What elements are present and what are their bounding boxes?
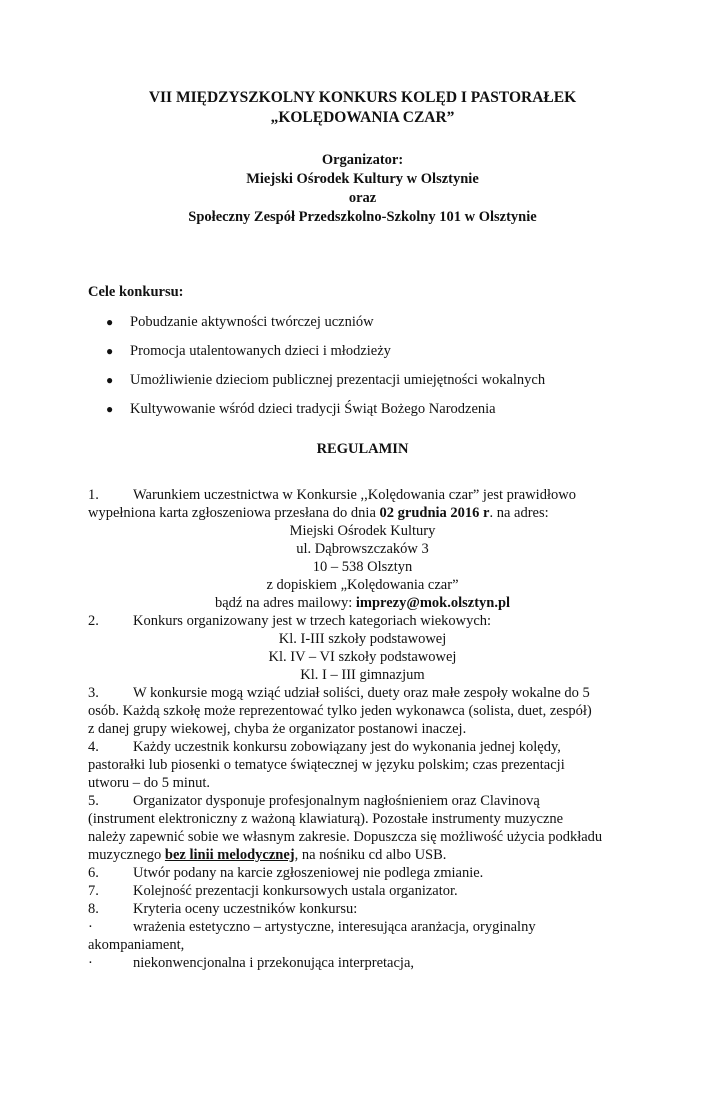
bullet-icon: ● bbox=[106, 315, 114, 329]
regulamin-heading: REGULAMIN bbox=[316, 441, 409, 457]
dot-bullet-icon: · bbox=[88, 955, 93, 971]
address-line: ul. Dąbrowszczaków 3 bbox=[296, 541, 429, 557]
rule-number: 6. bbox=[88, 865, 99, 881]
goals-heading: Cele konkursu: bbox=[88, 284, 184, 300]
goals-list bbox=[88, 312, 637, 419]
rule-number: 4. bbox=[88, 739, 99, 755]
criterion-1-line-2: akompaniament, bbox=[88, 937, 185, 953]
rule-1-cont: wypełniona karta zgłoszeniowa przesłana do dnia 02 grudnia 2016 r. na adres: bbox=[88, 505, 549, 521]
rule-number: 8. bbox=[88, 901, 99, 917]
rule-number: 1. bbox=[88, 487, 99, 503]
rule-5: 5. Organizator dysponuje profesjonalnym nagłośnieniem oraz Clavinovą bbox=[88, 793, 540, 809]
category-line: Kl. I – III gimnazjum bbox=[300, 667, 425, 683]
category-line: Kl. I-III szkoły podstawowej bbox=[278, 631, 447, 647]
deadline-date: 02 grudnia 2016 r bbox=[379, 505, 490, 521]
rule-4-line-2: pastorałki lub piosenki o tematyce świątecznej w języku polskim; czas prezentacji bbox=[88, 757, 565, 773]
email-line: bądź na adres mailowy: imprezy@mok.olsztyn.pl bbox=[214, 595, 511, 611]
organizer-1: Miejski Ośrodek Kultury w Olsztynie bbox=[246, 171, 479, 187]
rule-3: 3. W konkursie mogą wziąć udział soliści, duety oraz małe zespoły wokalne do 5 bbox=[88, 685, 590, 701]
title-line-2: „KOLĘDOWANIA CZAR” bbox=[270, 109, 455, 126]
address-line: Miejski Ośrodek Kultury bbox=[289, 523, 436, 539]
rule-5-line-3: należy zapewnić sobie we własnym zakresie. Dopuszcza się możliwość użycia podkładu bbox=[88, 829, 603, 845]
organizer-block bbox=[88, 151, 637, 227]
rule-6: 6. Utwór podany na karcie zgłoszeniowej nie podlega zmianie. bbox=[88, 865, 484, 881]
criterion-1: · wrażenia estetyczno – artystyczne, interesująca aranżacja, oryginalny bbox=[88, 919, 536, 935]
document-title bbox=[88, 88, 637, 128]
rule-number: 7. bbox=[88, 883, 99, 899]
list-item: ● Promocja utalentowanych dzieci i młodzieży bbox=[106, 343, 391, 359]
rule-1: 1. Warunkiem uczestnictwa w Konkursie ,,Kolędowania czar” jest prawidłowo bbox=[88, 487, 576, 503]
rule-number: 3. bbox=[88, 685, 99, 701]
rule-2: 2. Konkurs organizowany jest w trzech kategoriach wiekowych: bbox=[88, 613, 492, 629]
address-line: z dopiskiem „Kolędowania czar” bbox=[266, 577, 459, 593]
rule-7: 7. Kolejność prezentacji konkursowych ustala organizator. bbox=[88, 883, 458, 899]
no-melody-emphasis: bez linii melodycznej bbox=[164, 847, 295, 863]
list-item: ● Kultywowanie wśród dzieci tradycji Świąt Bożego Narodzenia bbox=[106, 401, 496, 417]
list-item: ● Pobudzanie aktywności twórczej uczniów bbox=[106, 314, 374, 330]
criterion-2: · niekonwencjonalna i przekonująca interpretacja, bbox=[88, 955, 415, 971]
rule-3-line-2: osób. Każdą szkołę może reprezentować tylko jeden wykonawca (solista, duet, zespół) bbox=[88, 703, 592, 719]
bullet-icon: ● bbox=[106, 344, 114, 358]
bullet-icon: ● bbox=[106, 402, 114, 416]
category-line: Kl. IV – VI szkoły podstawowej bbox=[268, 649, 457, 665]
document-page bbox=[0, 88, 725, 1112]
rule-5-line-2: (instrument elektroniczny z ważoną klawiaturą). Pozostałe instrumenty muzyczne bbox=[88, 811, 564, 827]
address-line: 10 – 538 Olsztyn bbox=[312, 559, 413, 575]
dot-bullet-icon: · bbox=[88, 919, 93, 935]
rule-4-line-3: utworu – do 5 minut. bbox=[88, 775, 211, 791]
rule-8: 8. Kryteria oceny uczestników konkursu: bbox=[88, 901, 358, 917]
organizer-conjunction: oraz bbox=[348, 190, 377, 206]
list-item: ● Umożliwienie dzieciom publicznej prezentacji umiejętności wokalnych bbox=[106, 372, 546, 388]
rule-5-line-4: muzycznego bez linii melodycznej, na nośniku cd albo USB. bbox=[88, 847, 447, 863]
email-link[interactable]: imprezy@mok.olsztyn.pl bbox=[355, 595, 511, 611]
rule-number: 2. bbox=[88, 613, 99, 629]
title-line-1: VII MIĘDZYSZKOLNY KONKURS KOLĘD I PASTORAŁEK bbox=[148, 89, 577, 106]
bullet-icon: ● bbox=[106, 373, 114, 387]
rule-4: 4. Każdy uczestnik konkursu zobowiązany jest do wykonania jednej kolędy, bbox=[88, 739, 561, 755]
organizer-label: Organizator: bbox=[321, 152, 404, 168]
rules-section bbox=[88, 486, 637, 972]
rule-3-line-3: z danej grupy wiekowej, chyba że organizator postanowi inaczej. bbox=[88, 721, 467, 737]
rule-number: 5. bbox=[88, 793, 99, 809]
organizer-2: Społeczny Zespół Przedszkolno-Szkolny 101 w Olsztynie bbox=[188, 209, 537, 225]
